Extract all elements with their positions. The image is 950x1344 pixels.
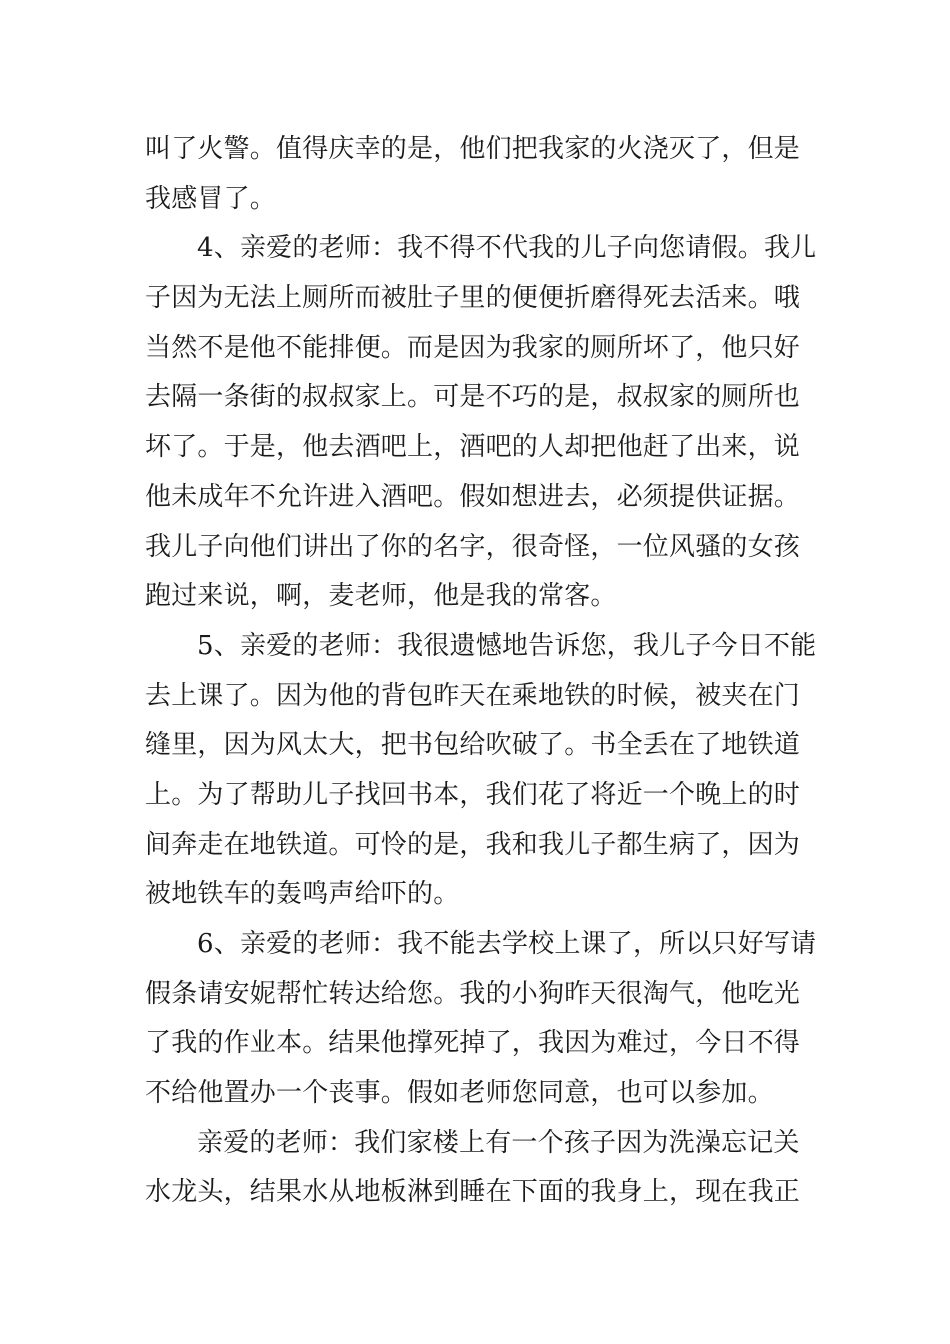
text-line: 了我的作业本。结果他撑死掉了，我因为难过，今日不得 xyxy=(145,1028,801,1059)
text-line: 子因为无法上厕所而被肚子里的便便折磨得死去活来。哦 xyxy=(145,283,801,314)
text-line: 被地铁车的轰鸣声给吓的。 xyxy=(145,879,460,910)
text-line: 不给他置办一个丧事。假如老师您同意，也可以参加。 xyxy=(145,1078,774,1109)
text-line: 他未成年不允许进入酒吧。假如想进去，必须提供证据。 xyxy=(145,481,801,512)
text-line: 叫了火警。值得庆幸的是，他们把我家的火浇灭了，但是 xyxy=(145,134,801,164)
text-line: 当然不是他不能排便。而是因为我家的厕所坏了，他只好 xyxy=(145,332,801,363)
body-text xyxy=(145,125,817,1218)
text-line: 假条请安妮帮忙转达给您。我的小狗昨天很淘气，他吃光 xyxy=(145,978,801,1009)
text-line: 亲爱的老师：我们家楼上有一个孩子因为洗澡忘记关 xyxy=(197,1127,800,1158)
text-line: 6、亲爱的老师：我不能去学校上课了，所以只好写请 xyxy=(197,929,817,959)
text-line: 缝里，因为风太大，把书包给吹破了。书全丢在了地铁道 xyxy=(145,730,801,761)
text-line: 4、亲爱的老师：我不得不代我的儿子向您请假。我儿 xyxy=(197,233,817,264)
text-line: 5、亲爱的老师：我很遗憾地告诉您，我儿子今日不能 xyxy=(197,630,817,661)
text-line: 间奔走在地铁道。可怜的是，我和我儿子都生病了，因为 xyxy=(145,829,801,860)
text-line: 水龙头，结果水从地板淋到睡在下面的我身上，现在我正 xyxy=(145,1177,801,1208)
text-line: 上。为了帮助儿子找回书本，我们花了将近一个晚上的时 xyxy=(145,779,801,810)
text-line: 我感冒了。 xyxy=(145,183,277,214)
text-line: 去隔一条街的叔叔家上。可是不巧的是，叔叔家的厕所也 xyxy=(145,382,801,413)
text-line: 我儿子向他们讲出了你的名字，很奇怪，一位风骚的女孩 xyxy=(145,531,801,562)
text-line: 去上课了。因为他的背包昨天在乘地铁的时候，被夹在门 xyxy=(145,680,801,711)
text-line: 坏了。于是，他去酒吧上，酒吧的人却把他赶了出来，说 xyxy=(145,432,801,463)
text-line: 跑过来说，啊，麦老师，他是我的常客。 xyxy=(145,581,617,612)
